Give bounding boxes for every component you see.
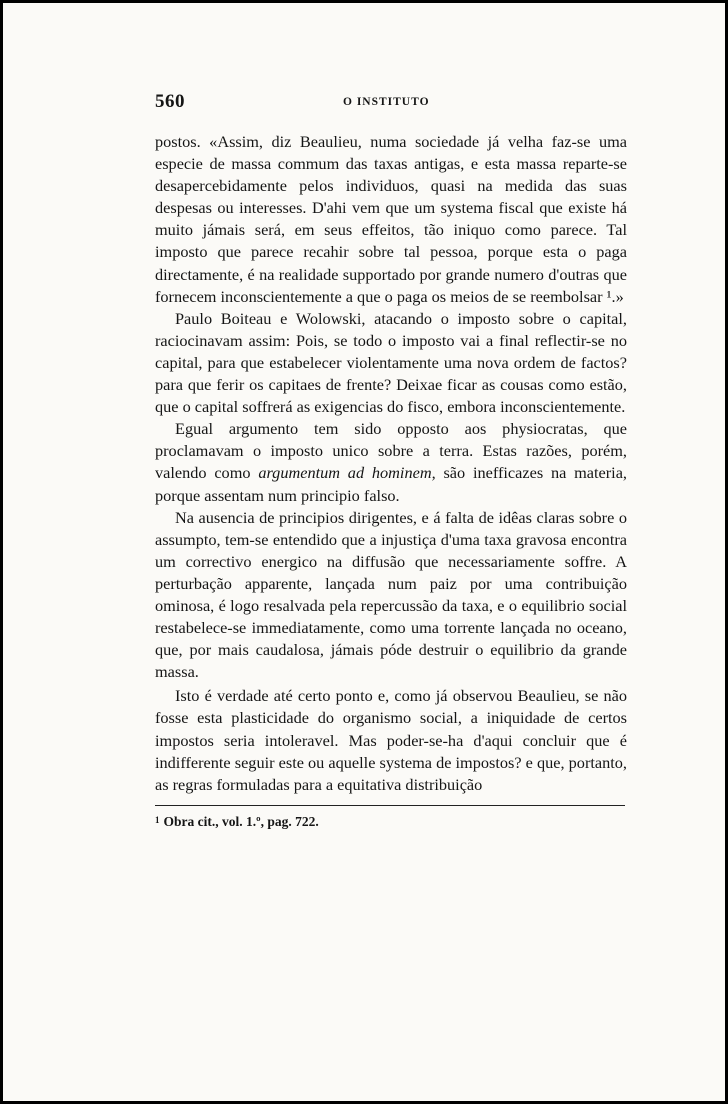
document-page (155, 91, 627, 831)
paragraph-1: postos. «Assim, diz Beaulieu, numa sociedade já velha faz-se uma especie de massa commum das taxas antigas, e esta massa reparte-se desapercebidamente pelos individuos, quasi na medida das suas despesas ou interesses. D'ahi vem que um systema fiscal que existe há muito jámais será, em seus effeitos, tão iniquo como parece. Tal imposto que parece recahir sobre tal pessoa, porque esta o paga directamente, é na realidade supportado por grande numero d'outras que fornecem inconscientemente a que o paga os meios de se reembolsar ¹.» (155, 132, 627, 306)
footnote (155, 811, 627, 831)
footnote-marker: 1 (155, 814, 160, 825)
paragraph-2: Paulo Boiteau e Wolowski, atacando o imposto sobre o capital, raciocinavam assim: Pois, se todo o imposto vai a final reflectir-se no capital, para que estabelecer violentamente uma nova ordem de factos? para que ferir os capitaes de frente? Deixae ficar as cousas como estão, que o capital soffrerá as exigencias do fisco, embora inconscientemente. (155, 308, 627, 417)
body-text (155, 131, 627, 796)
paragraph-5: Isto é verdade até certo ponto e, como já observou Beaulieu, se não fosse esta plasticidade do organismo social, a iniquidade de certos impostos seria intoleravel. Mas poder-se-ha d'aqui concluir que é indifferente seguir este ou aquelle systema de impostos? e que, portanto, as regras formuladas para a equitativa distribuição (155, 686, 627, 794)
paragraph-3 (155, 418, 627, 506)
paragraph-3-text-a: Egual argumento tem sido opposto aos physiocratas, que proclamavam o imposto unico sobre a terra. Estas razões, porém, valendo como (155, 419, 627, 483)
page-header (155, 91, 627, 117)
footnote-divider (155, 805, 625, 806)
paragraph-3-text-b: são inefficazes na materia, porque assentam num principio falso. (155, 463, 627, 505)
footnote-text: Obra cit., vol. 1.º, pag. 722. (163, 813, 319, 829)
page-number: 560 (155, 91, 185, 112)
running-title: O INSTITUTO (343, 96, 430, 108)
paragraph-3-italic: argumentum ad hominem, (258, 463, 436, 483)
paragraph-4: Na ausencia de principios dirigentes, e á falta de idêas claras sobre o assumpto, tem-se entendido que a injustiça d'uma taxa gravosa encontra um correctivo energico na diffusão que necessariamente soffre. A perturbação apparente, lançada num paiz por uma contribuição ominosa, é logo resalvada pela repercussão da taxa, e o equilibrio social restabelece-se immediatamente, como uma torrente lançada no oceano, que, por mais caudalosa, jámais póde destruir o equilibrio da grande massa. (155, 507, 627, 682)
